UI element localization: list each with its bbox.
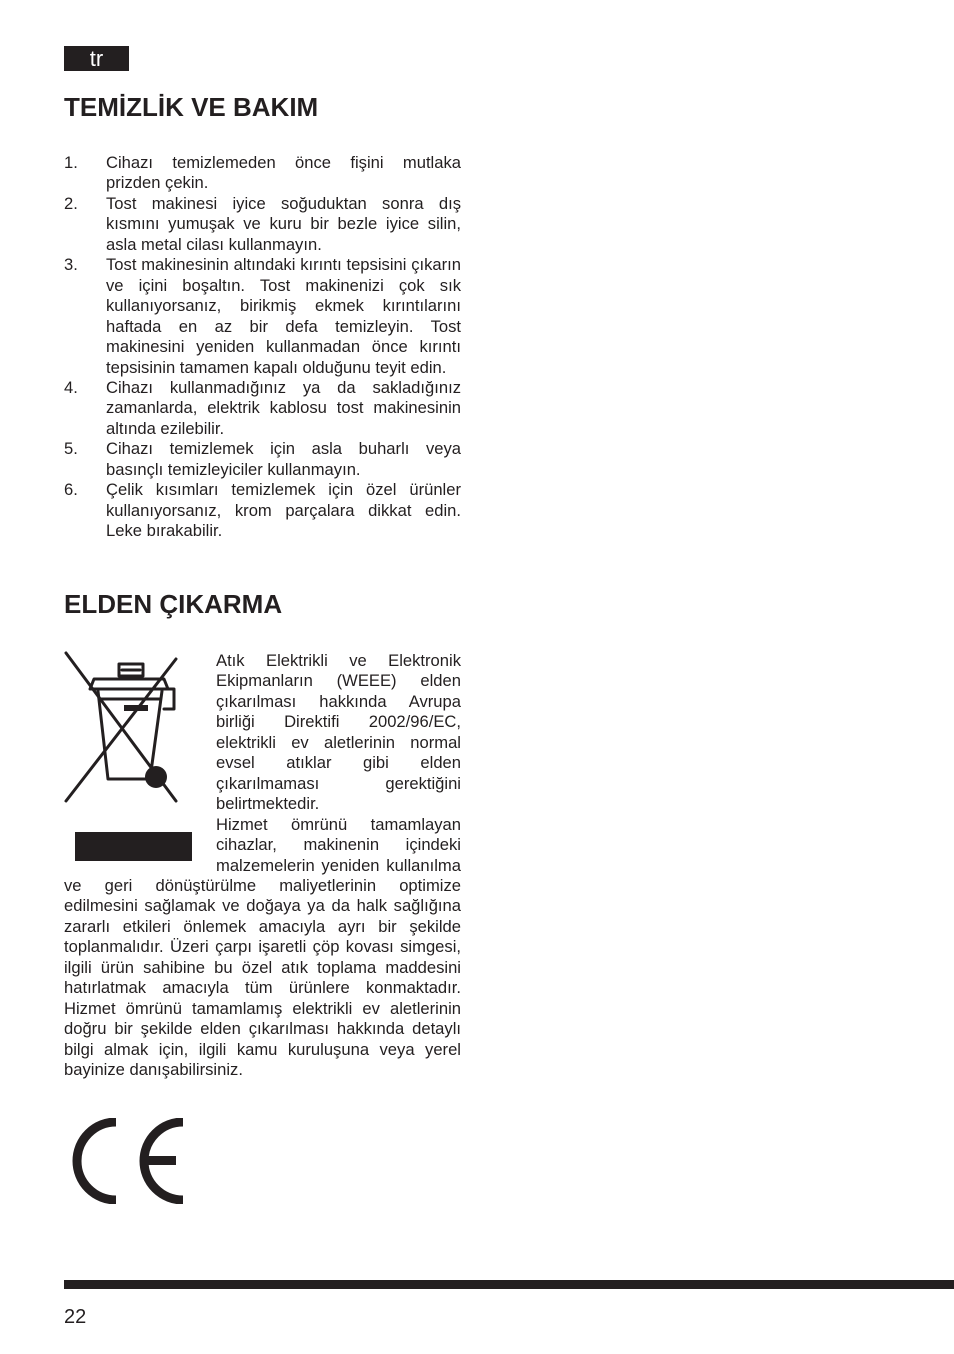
item-text: Cihazı kullanmadığınız ya da sakladığınız zamanlarda, elektrik kablosu tost makinesinin altında ezilebilir. [106, 377, 461, 438]
list-item [64, 480, 461, 541]
list-item [64, 194, 461, 255]
list-item [64, 378, 461, 439]
disposal-heading: ELDEN ÇIKARMA [64, 589, 283, 619]
wheelie-bin-graphic [64, 651, 216, 811]
ce-mark-graphic [70, 1118, 186, 1204]
item-number: 2. [64, 193, 78, 213]
weee-paragraph: Atık Elektrikli ve Elektronik Ekipmanların (WEEE) elden çıkarılması hakkında Avrupa birliği Direktifi 2002/96/EC, elektrikli ev aletlerinin normal evsel atıklar gibi elden çıkarılmaması gerektiğini belirtmektedir. [216, 651, 461, 814]
item-text: Cihazı temizlemeden önce fişini mutlaka prizden çekin. [106, 153, 461, 193]
list-item [64, 153, 461, 194]
item-text: Tost makinesinin altındaki kırıntı tepsisini çıkarın ve içini boşaltın. Tost makinenizi çok sık kullanıyorsanız, birikmiş ekmek kırıntılarını haftada en az bir defa temizleyin. Tost makinesini yeniden kullanmadan önce kırıntı tepsisinin tamamen kapalı olduğunu teyit edin. [106, 255, 461, 377]
item-text: Çelik kısımları temizlemek için özel ürünler kullanıyorsanız, krom parçalara dikkat edin. Leke bırakabilir. [106, 480, 461, 541]
item-number: 4. [64, 377, 78, 397]
item-number: 3. [64, 255, 78, 275]
ce-mark-icon [70, 1118, 186, 1204]
language-tab: tr [64, 46, 129, 71]
page-number: 22 [64, 1306, 87, 1328]
footer-rule [64, 1280, 954, 1289]
cleaning-heading: TEMİZLİK VE BAKIM [64, 92, 319, 122]
list-item [64, 255, 461, 378]
disposal-text-block [64, 651, 461, 1081]
list-item [64, 439, 461, 480]
item-text: Tost makinesi iyice soğuduktan sonra dış kısmını yumuşak ve kuru bir bezle iyice silin, asla metal cilası kullanmayın. [106, 193, 461, 254]
crossed-out-wheelie-bin-icon [64, 651, 216, 867]
cleaning-list [64, 153, 461, 542]
disposal-paragraph: Hizmet ömrünü tamamlayan cihazlar, makinenin içindeki malzemelerin yeniden kullanılma ve geri dönüştürülme maliyetlerinin optimize edilmesini sağlamak ve doğaya ya da halk sağlığına zararlı etkileri önlemek amacıyla ayrı bir şekilde toplanmalıdır. Üzeri çarpı işaretli çöp kovası simgesi, ilgili ürün sahibine bu özel atık toplama maddesini hatırlatmak amacıyla tüm ürünlere konmaktadır. Hizmet ömrünü tamamlamış elektrikli ev aletlerinin doğru bir şekilde elden çıkarılması hakkında detaylı bilgi almak için, ilgili kamu kuruluşuna veya yerel bayinize danışabilirsiniz. [64, 814, 461, 1080]
item-text: Cihazı temizlemek için asla buharlı veya basınçlı temizleyiciler kullanmayın. [106, 439, 461, 479]
weee-bar [75, 832, 192, 861]
item-number: 6. [64, 480, 78, 500]
item-number: 1. [64, 153, 78, 172]
item-number: 5. [64, 439, 78, 459]
